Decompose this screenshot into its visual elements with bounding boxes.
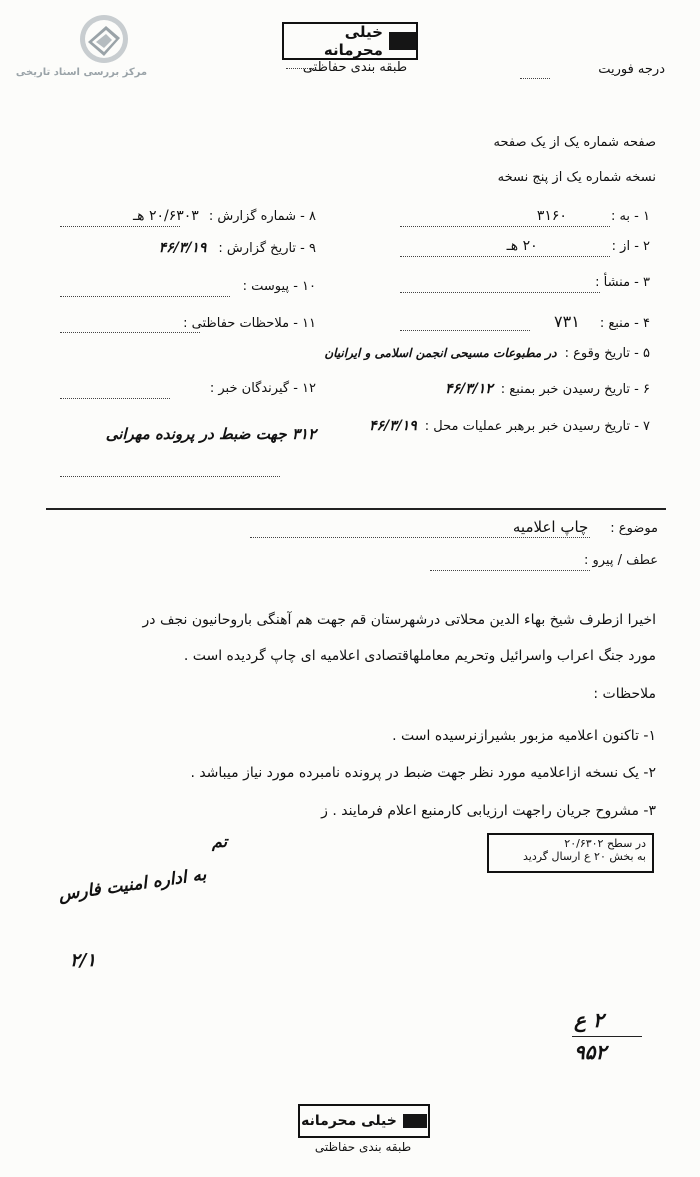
field-to-dots	[400, 226, 610, 227]
field-source-dots	[400, 330, 530, 331]
page-number-line: صفحه شماره یک از یک صفحه	[493, 135, 656, 150]
top-stamp-text: خیلی محرمانه	[323, 23, 383, 59]
recipients-dots-2	[60, 476, 280, 477]
field-report-number-dots	[60, 226, 180, 227]
field-event-date: ۵ - تاریخ وقوع : در مطبوعات مسیحی انجمن اسلامی و ایرانیان	[324, 346, 650, 361]
handwritten-initial: تم	[212, 832, 228, 851]
field-attachment-dots	[60, 296, 230, 297]
copy-number-line: نسخه شماره یک از پنج نسخه	[497, 170, 656, 185]
field-source-value: ۷۳۱	[554, 312, 580, 331]
field-from-value: ۲۰ هـ	[506, 238, 538, 254]
handwritten-fraction-top: ۲ ع	[574, 1008, 604, 1032]
field-report-date-value: ۴۶/۳/۱۹	[158, 240, 207, 256]
field-event-date-value: در مطبوعات مسیحی انجمن اسلامی و ایرانیان	[324, 346, 557, 360]
notes-label: ملاحظات :	[593, 686, 656, 702]
classification-dots	[286, 68, 316, 69]
field-source-receipt-date-value: ۴۶/۳/۱۲	[444, 381, 493, 397]
archive-emblem-icon	[26, 12, 146, 70]
field-ops-receipt-date: ۷ - تاریخ رسیدن خبر برهبر عملیات محل : ۴۶/۳/۱۹	[368, 418, 650, 434]
field-recipients: ۱۲ - گیرندگان خبر :	[209, 381, 316, 396]
redaction-mark	[403, 1114, 427, 1128]
body-paragraph-1: اخیرا ازطرف شیخ بهاء الدین محلاتی درشهرستان قم جهت هم آهنگی باروحانیون نجف در	[142, 612, 656, 628]
subject-value: چاپ اعلامیه	[512, 518, 589, 536]
field-source: ۴ - منبع : ۷۳۱	[554, 312, 650, 331]
archive-stamp-box	[487, 833, 654, 873]
subject-line: موضوع : چاپ اعلامیه	[512, 518, 658, 536]
field-to-value: ۳۱۶۰	[536, 208, 567, 224]
field-attachment: ۱۰ - پیوست :	[242, 279, 316, 294]
handwritten-left-code: ۲/۱	[70, 950, 96, 971]
bottom-stamp-text: خیلی محرمانه	[301, 1113, 397, 1129]
body-paragraph-2: مورد جنگ اعراب واسرائیل وتحریم معاملهاقتصادی اعلامیه ای چاپ گردیده است .	[183, 648, 656, 664]
field-source-receipt-date: ۶ - تاریخ رسیدن خبر بمنبع : ۴۶/۳/۱۲	[444, 381, 650, 397]
field-report-number-value: ۲۰/۶۳۰۳ هـ	[133, 208, 199, 224]
field-from: ۲ - از : ۲۰ هـ	[506, 238, 650, 254]
recipients-handwritten: ۳۱۲ جهت ضبط در پرونده مهرانی	[105, 425, 316, 443]
stamp-line-1: در سطح ۲۰/۶۳۰۲	[564, 837, 646, 850]
redaction-mark	[389, 32, 416, 50]
section-divider	[46, 508, 666, 510]
field-recipients-dots	[60, 398, 170, 399]
top-classification-stamp	[282, 22, 418, 60]
fraction-bar	[572, 1036, 642, 1037]
note-3: ۳- مشروح جریان راجهت ارزیابی کارمنبع اعلام فرمایند . ز	[321, 803, 656, 819]
classification-label-bottom: طبقه بندی حفاظتی	[314, 1140, 412, 1154]
reference-dots	[430, 570, 590, 571]
classification-label-top: طبقه بندی حفاظتی	[302, 60, 408, 75]
subject-dots	[250, 537, 590, 538]
priority-dots	[520, 78, 550, 79]
field-report-date: ۹ - تاریخ گزارش : ۴۶/۳/۱۹	[158, 240, 316, 256]
field-origin: ۳ - منشأ :	[595, 275, 650, 290]
archive-logo	[15, 12, 148, 82]
handwritten-left-note: به اداره امنیت فارس	[57, 864, 208, 906]
field-from-dots	[400, 256, 610, 257]
logo-text: مرکز بررسی اسناد تاریخی	[15, 67, 148, 78]
priority-label: درجه فوریت	[598, 62, 665, 77]
bottom-classification-stamp	[298, 1104, 430, 1138]
field-security-notes-dots	[60, 332, 200, 333]
reference-label: عطف / پیرو :	[583, 553, 658, 568]
note-1: ۱- تاکنون اعلامیه مزبور بشیرازنرسیده است .	[392, 728, 656, 744]
field-origin-dots	[400, 292, 600, 293]
handwritten-fraction-bottom: ۹۵۲	[574, 1040, 607, 1064]
field-to: ۱ - به : ۳۱۶۰	[536, 208, 650, 224]
field-ops-receipt-date-value: ۴۶/۳/۱۹	[368, 418, 417, 434]
field-report-number: ۸ - شماره گزارش : ۲۰/۶۳۰۳ هـ	[133, 208, 316, 224]
stamp-line-2: به بخش ۲۰ ع ارسال گردید	[523, 850, 646, 863]
note-2: ۲- یک نسخه ازاعلامیه مورد نظر جهت ضبط در پرونده نامبرده مورد نیاز میباشد .	[190, 765, 656, 781]
field-security-notes: ۱۱ - ملاحظات حفاظتی :	[183, 316, 316, 331]
